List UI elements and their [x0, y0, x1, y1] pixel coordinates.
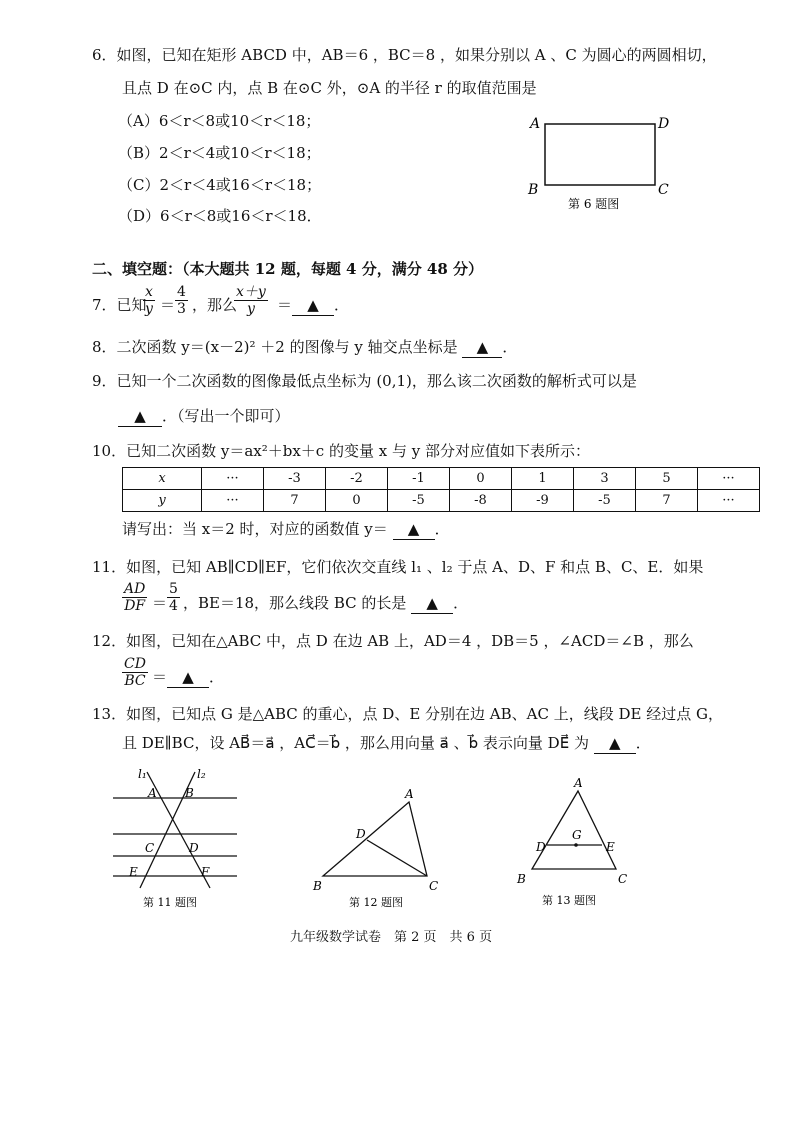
- label-d: D: [189, 841, 199, 855]
- label-c: C: [658, 182, 669, 198]
- q7-prefix: 7．已知: [92, 296, 147, 314]
- q11-answer-blank[interactable]: ▲: [411, 593, 453, 614]
- denominator: DF: [124, 598, 146, 614]
- table-cell: 7: [264, 490, 326, 512]
- table-cell: -9: [512, 490, 574, 512]
- q12-line1: 12．如图，已知在△ABC 中，点 D 在边 AB 上，AD＝4 ，DB＝5 ，∠ACD＝∠B ，那么: [92, 632, 694, 650]
- label-d: D: [356, 827, 366, 841]
- q13-line1: 13．如图，已知点 G 是△ABC 的重心，点 D、E 分别在边 AB、AC 上，线段 DE 经过点 G，: [92, 705, 723, 723]
- q12-answer-area: [152, 667, 224, 688]
- q6-option-b: （B）2＜r＜4或10＜r＜18；: [118, 144, 321, 162]
- label-c: C: [145, 841, 155, 855]
- numerator: 4: [177, 284, 186, 300]
- label-b: B: [185, 786, 194, 800]
- q9-line1: 9．已知一个二次函数的图像最低点坐标为 (0,1)，那么该二次函数的解析式可以是: [92, 372, 637, 390]
- label-b: B: [517, 872, 526, 886]
- table-cell: -5: [388, 490, 450, 512]
- table-cell: ···: [698, 490, 760, 512]
- table-cell: -3: [264, 468, 326, 490]
- triangle-abc: [323, 802, 427, 876]
- q6-line1: 6．如图，已知在矩形 ABCD 中，AB＝6 ，BC＝8 ，如果分别以 A 、C 为圆心的两圆相切，: [92, 46, 717, 64]
- equals-sign: ＝: [277, 296, 293, 314]
- table-cell: 5: [636, 468, 698, 490]
- q10-value-table: [122, 467, 760, 512]
- table-cell: 0: [450, 468, 512, 490]
- figure-caption: 第 6 题图: [568, 197, 620, 211]
- q10-line1: 10．已知二次函数 y＝ax²＋bx＋c 的变量 x 与 y 部分对应值如下表所示：: [92, 442, 590, 460]
- centroid-g: [574, 843, 578, 847]
- q7-mid: ，那么: [192, 296, 238, 314]
- equals-sign: ＝: [152, 668, 168, 686]
- q7-fraction-xy-over-y: [234, 284, 268, 317]
- label-g: G: [572, 828, 582, 842]
- table-cell: -5: [574, 490, 636, 512]
- label-f: F: [201, 865, 210, 879]
- q8-answer-blank[interactable]: ▲: [462, 337, 502, 358]
- q13-answer-blank[interactable]: ▲: [594, 733, 636, 754]
- numerator: x＋y: [236, 284, 266, 300]
- figure-caption: 第 11 题图: [143, 896, 197, 909]
- denominator: y: [246, 301, 255, 317]
- figure-caption: 第 12 题图: [349, 896, 403, 909]
- q13-text: 且 DE∥BC，设 AB⃗＝a⃗ ，AC⃗＝b⃗ ，那么用向量 a⃗ 、b⃗ 表示向量 DE⃗ 为: [122, 734, 589, 752]
- table-cell: ···: [202, 468, 264, 490]
- figure-11: [105, 760, 245, 910]
- q12-fraction-cd-bc: [122, 656, 148, 689]
- table-row-x: [123, 468, 760, 490]
- page-footer: 九年级数学试卷 第 2 页 共 6 页: [290, 930, 493, 945]
- q10-line2: [122, 519, 450, 540]
- label-l1: l₁: [138, 767, 147, 781]
- q6-line2: 且点 D 在⊙C 内，点 B 在⊙C 外，⊙A 的半径 r 的取值范围是: [122, 79, 537, 97]
- label-b: B: [313, 879, 322, 893]
- denominator: 4: [169, 598, 178, 614]
- label-d: D: [658, 116, 670, 132]
- q6-figure: [520, 110, 680, 215]
- numerator: x: [143, 284, 155, 301]
- numerator: 5: [169, 581, 178, 597]
- q11-fraction-5-over-4: [167, 581, 180, 614]
- table-cell: ···: [202, 490, 264, 512]
- q10-text: 请写出：当 x＝2 时，对应的函数值 y＝: [122, 520, 388, 538]
- section-header: 二、填空题：（本大题共 12 题，每题 4 分，满分 48 分）: [92, 260, 484, 278]
- q11-line1: 11．如图，已知 AB∥CD∥EF，它们依次交直线 l₁ 、l₂ 于点 A、D、F 和点 B、C、E．如果: [92, 558, 704, 576]
- table-cell: y: [123, 490, 202, 512]
- q13-line2: [122, 733, 651, 754]
- label-b: B: [528, 182, 539, 198]
- q9-note: ．（写出一个即可）: [162, 407, 290, 425]
- period: ．: [334, 296, 350, 314]
- label-c: C: [429, 879, 439, 893]
- label-e: E: [606, 840, 615, 854]
- label-d: D: [536, 840, 546, 854]
- period: ．: [209, 668, 225, 686]
- answer-marker: ▲: [292, 295, 334, 316]
- q9-line2: [118, 406, 290, 427]
- figure-13: [510, 775, 630, 907]
- table-cell: ···: [698, 468, 760, 490]
- denominator: BC: [124, 673, 146, 689]
- table-cell: 7: [636, 490, 698, 512]
- table-cell: -1: [388, 468, 450, 490]
- q6-option-a: （A）6＜r＜8或10＜r＜18；: [118, 112, 321, 130]
- q12-answer-blank[interactable]: ▲: [167, 667, 209, 688]
- table-cell: -8: [450, 490, 512, 512]
- period: ．: [502, 338, 518, 356]
- q7-fraction-4-over-3: [175, 284, 188, 317]
- q11-text: ，BE＝18，那么线段 BC 的长是: [183, 594, 407, 612]
- q6-option-c: （C）2＜r＜4或16＜r＜18；: [118, 176, 322, 194]
- period: ．: [434, 520, 450, 538]
- period: ．: [453, 594, 469, 612]
- figure-caption: 第 13 题图: [542, 894, 596, 907]
- label-a: A: [574, 776, 583, 790]
- table-cell: -2: [326, 468, 388, 490]
- equals-sign: ＝: [152, 594, 168, 612]
- q7-fraction-x-over-y: [143, 284, 155, 317]
- q9-answer-blank[interactable]: ▲: [118, 406, 162, 427]
- q11-fraction-ad-df: [122, 581, 147, 614]
- q6-option-d: （D）6＜r＜8或16＜r＜18．: [118, 207, 322, 225]
- label-a: A: [405, 787, 414, 801]
- label-e: E: [129, 865, 138, 879]
- equals-sign: ＝: [160, 296, 176, 314]
- numerator: AD: [124, 581, 146, 597]
- rectangle-abcd: [545, 124, 655, 185]
- segment-cd: [367, 840, 427, 876]
- denominator: y: [145, 301, 153, 317]
- table-cell: x: [123, 468, 202, 490]
- label-c: C: [618, 872, 628, 886]
- q8-line: [92, 337, 517, 358]
- label-l2: l₂: [197, 767, 206, 781]
- q7-answer-blank[interactable]: [292, 295, 349, 316]
- q8-text: 8．二次函数 y＝(x－2)² ＋2 的图像与 y 轴交点坐标是: [92, 338, 458, 356]
- label-a: A: [530, 116, 541, 132]
- label-a: A: [148, 786, 157, 800]
- table-cell: 3: [574, 468, 636, 490]
- table-cell: 1: [512, 468, 574, 490]
- table-row-y: [123, 490, 760, 512]
- q10-answer-blank[interactable]: ▲: [393, 519, 435, 540]
- table-cell: 0: [326, 490, 388, 512]
- numerator: CD: [124, 656, 146, 672]
- denominator: 3: [177, 301, 186, 317]
- q11-rest: [183, 593, 468, 614]
- figure-12: [305, 780, 455, 910]
- period: ．: [635, 734, 651, 752]
